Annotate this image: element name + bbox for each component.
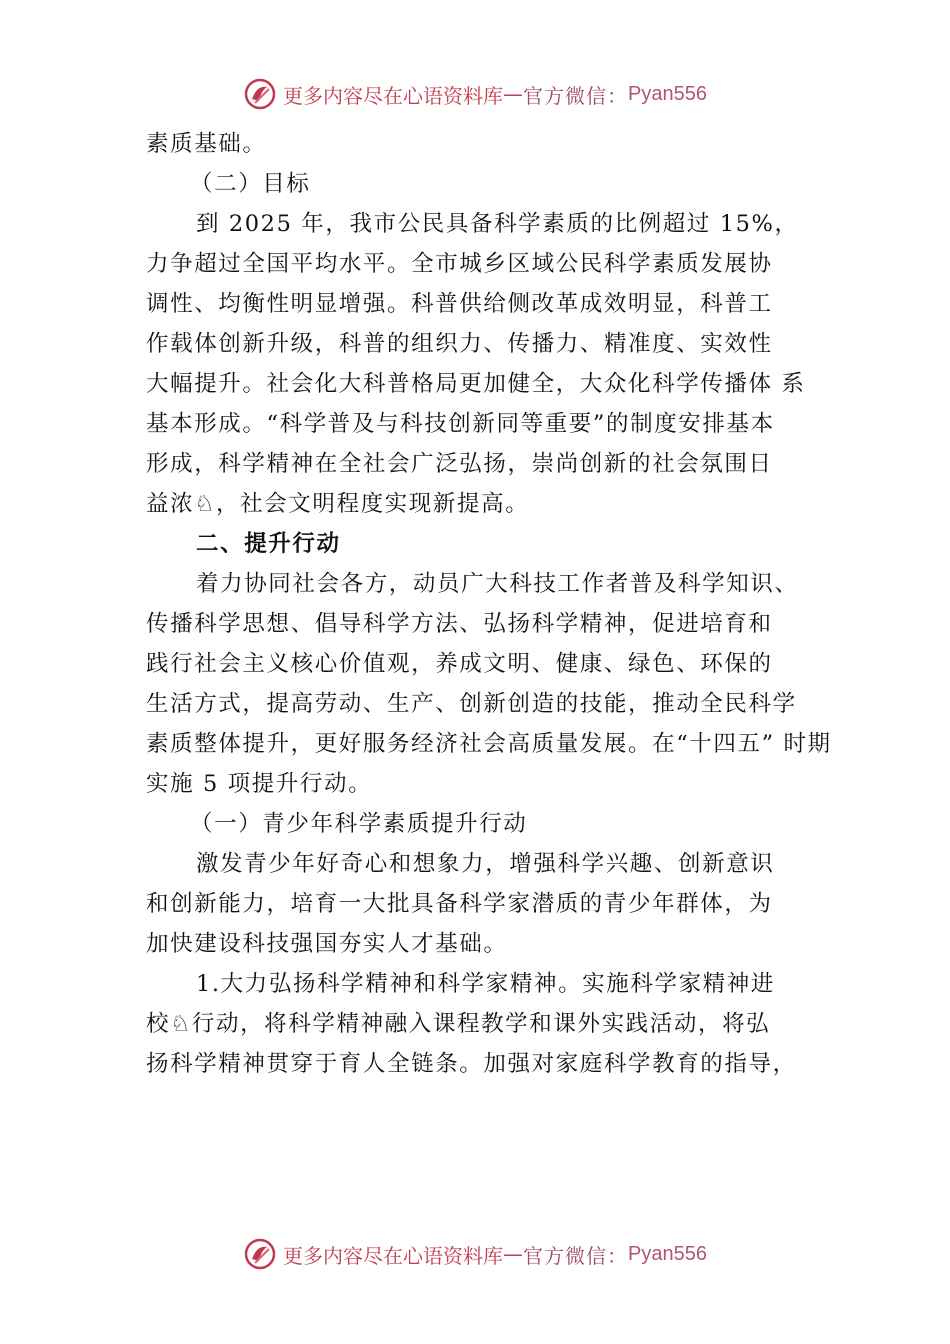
paragraph-line: 大幅提升。社会化大科普格局更加健全，大众化科学传播体 系: [146, 371, 806, 397]
paragraph-line: 和创新能力，培育一大批具备科学家潜质的青少年群体，为: [146, 891, 773, 917]
paragraph-line: 益浓♘，社会文明程度实现新提高。: [146, 491, 530, 517]
watermark-dash: —: [503, 1242, 524, 1266]
section-heading-youth: （一）青少年科学素质提升行动: [190, 811, 528, 837]
paragraph-line: 力争超过全国平均水平。全市城乡区域公民科学素质发展协: [146, 251, 773, 277]
paragraph-line: 调性、均衡性明显增强。科普供给侧改革成效明显，科普工: [146, 291, 773, 317]
section-heading-goals: （二）目标: [190, 171, 311, 197]
paragraph-line: 生活方式，提高劳动、生产、创新创造的技能，推动全民科学: [146, 691, 797, 717]
paragraph-line: 实施 5 项提升行动。: [146, 771, 373, 797]
paragraph-line: 到 2025 年，我市公民具备科学素质的比例超过 15%，: [196, 211, 799, 237]
paragraph-line: 传播科学思想、倡导科学方法、弘扬科学精神，促进培育和: [146, 611, 773, 637]
watermark-dash: —: [503, 82, 524, 106]
paragraph-line: 着力协同社会各方，动员广大科技工作者普及科学知识、: [196, 571, 799, 597]
watermark-logo-icon: [243, 77, 277, 111]
paragraph-line: 形成，科学精神在全社会广泛弘扬，崇尚创新的社会氛围日: [146, 451, 773, 477]
watermark-wechat-label: 官方微信：: [523, 1243, 629, 1268]
paragraph-line: 校♘行动，将科学精神融入课程教学和课外实践活动，将弘: [146, 1011, 771, 1037]
watermark-wechat-label: 官方微信：: [523, 83, 629, 108]
watermark-header: [0, 76, 950, 112]
paragraph-line: 扬科学精神贯穿于育人全链条。加强对家庭科学教育的指导，: [146, 1051, 797, 1077]
watermark-footer: [0, 1236, 950, 1272]
watermark-brand: 更多内容尽在心语资料库: [283, 83, 504, 108]
section-heading-actions: 二、提升行动: [196, 531, 341, 557]
watermark-wechat-id: Pyan556: [628, 1242, 707, 1265]
watermark-brand: 更多内容尽在心语资料库: [283, 1243, 504, 1268]
document-body: [146, 124, 836, 1084]
paragraph-line: 践行社会主义核心价值观，养成文明、健康、绿色、环保的: [146, 651, 773, 677]
watermark-logo-icon: [243, 1237, 277, 1271]
watermark-wechat-id: Pyan556: [628, 82, 707, 105]
paragraph-line: 激发青少年好奇心和想象力，增强科学兴趣、创新意识: [196, 851, 775, 877]
paragraph-line: 1.大力弘扬科学精神和科学家精神。实施科学家精神进: [196, 971, 775, 997]
paragraph-line: 素质整体提升，更好服务经济社会高质量发展。在“十四五” 时期: [146, 731, 832, 757]
paragraph-line: 作载体创新升级，科普的组织力、传播力、精准度、实效性: [146, 331, 773, 357]
paragraph-line: 加快建设科技强国夯实人才基础。: [146, 931, 508, 957]
text-line: 素质基础。: [146, 131, 267, 157]
paragraph-line: 基本形成。“科学普及与科技创新同等重要”的制度安排基本: [146, 411, 775, 437]
